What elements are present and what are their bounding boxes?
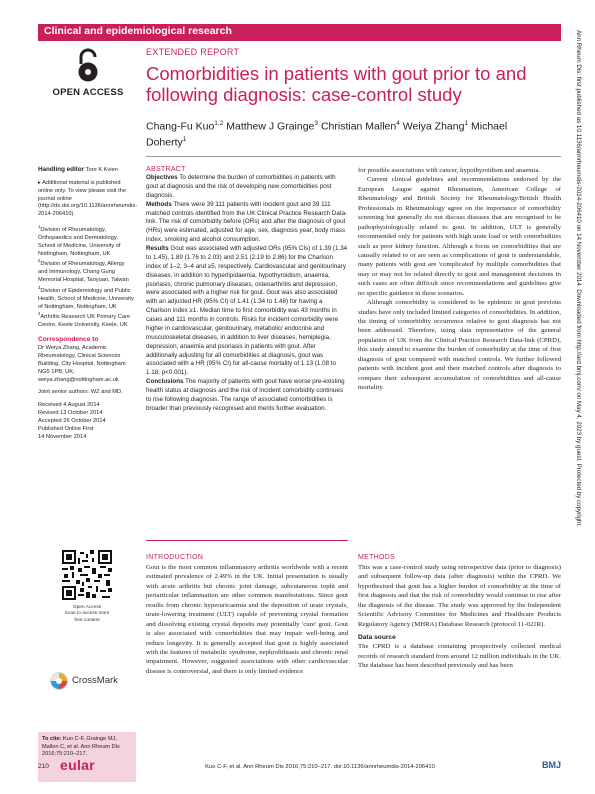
author-affiliation: 1 — [464, 120, 469, 127]
author-name: Weiya Zhang — [402, 120, 465, 133]
correspondence-label: Correspondence to — [38, 336, 99, 344]
abstract-conclusions: Conclusions The majority of patients with gout have worse pre-existing health status at diagnosis and the risk of incident comorbidity continues to rise following diagnosis. The range of associated comorbidities is broader than previously recognised and merits further evaluation. — [146, 378, 345, 412]
author-name: Christian Mallen — [320, 120, 397, 133]
download-notice-strip — [568, 30, 588, 770]
data-source-heading: Data source — [358, 634, 396, 642]
download-notice: Ann Rheum Dis: first published as 10.1136/annrheumdis-2014-206410 on 14 November 2014. Downloaded from http://ard.bmj.com/ on May 4, 2023 by guest. Protected by copyright. — [575, 30, 582, 527]
methods-paragraph: This was a case-control study using retrospective data (prior to diagnosis) and subsequent follow-up data (after diagnosis) within the CPRD. We hypothesised that gout has a higher burden of comorbidity at the time of first diagnosis and that the risk of comorbidity would continue to rise after the diagnosis of the disease. The study was approved by the Independent Scientific Advisory Committee for Medicines and Healthcare Products Regulatory Agency (MHRA) Database Research (protocol 11-021R). — [358, 564, 561, 628]
article-sidebar — [38, 166, 138, 447]
author-name: Michael Doherty — [146, 120, 508, 149]
affiliation-item: $^4$Arthritis Research UK Primary Care Centre, Keele University, Keele, UK — [38, 311, 131, 329]
correspondence — [38, 335, 134, 384]
handling-editor-name: Tore K Kvien — [85, 167, 118, 173]
citation-label: To cite: — [42, 736, 62, 742]
methods-section — [358, 550, 561, 780]
article-dates: Received 4 August 2014 Revised 13 October 2014 Accepted 26 October 2014 Published Online First 14 November 2014 — [38, 402, 106, 440]
author-affiliation: 3 — [314, 120, 319, 127]
abstract-methods: Methods There were 39 111 patients with incident gout and 39 111 matched controls identified from the UK Clinical Practice Research Data-link. The risk of comorbidity before (ORs) and after the diagnosis of gout (HRs) were estimated, adjusted for age, sex, diagnosis year, body mass index, smoking and alcohol consumption. — [146, 200, 348, 244]
crossmark-label: CrossMark — [72, 675, 118, 686]
abstract-divider — [146, 540, 348, 541]
introduction-heading: INTRODUCTION — [146, 554, 204, 561]
handling-editor — [38, 166, 134, 175]
footer-reference: Kuo C-F, et al. Ann Rheum Dis 2016;75:210–217. doi:10.1136/annrheumdis-2014-206410 — [205, 764, 435, 770]
correspondence-text: Dr Weiya Zhang, Academic Rheumatology, Clinical Sciences Building, City Hospital, Nottingham NG5 1PB, UK; weiya.zhang@nottingham.ac.uk — [38, 345, 126, 383]
crossmark-badge[interactable] — [50, 670, 132, 694]
body-paragraph: Current clinical guidelines and recommendations endorsed by the European League against Rheumatism, American College of Rheumatology and British Society for Rheumatology/British Health Professionals in Rheumatology agree on the importance of comorbidity screening but generally do not discuss diseases that are recognised to be pathophysiologically related to gout. In addition, ULT is generally recommended only for patients with high urate load or with comorbidities such as poor kidney function. Although a focus on comorbidities that are causally related to or are seen as complications of gout is understandable, many patients with gout are 'complicated' by multiple comorbidities that may or may not be related directly to gout and management decisions in such cases are often difficult since recommendations and guidelines give no specific guidance in these scenarios. — [358, 176, 561, 297]
open-lock-icon — [73, 48, 103, 84]
author-name: Matthew J Grainge — [226, 120, 315, 133]
qr-note: Open Access Scan to access more free content — [64, 605, 110, 623]
author-affiliation: 1,2 — [214, 120, 224, 127]
bmj-logo: BMJ — [541, 760, 561, 770]
qr-code-icon[interactable] — [62, 550, 112, 600]
abstract-heading: ABSTRACT — [146, 166, 186, 173]
affiliations — [38, 224, 134, 330]
crossmark-icon — [50, 672, 68, 690]
joint-authors-note: Joint senior authors: WZ and MD. — [38, 389, 123, 396]
handling-editor-label: Handling editor — [38, 166, 85, 173]
right-column-text — [358, 166, 561, 542]
page-number: 210 — [38, 763, 49, 770]
introduction-paragraph: Gout is the most common inflammatory arthritis worldwide with a recent estimated prevalence of 2.49% in the UK. Initial presentation is usually with acute arthritis but chronic joint damage, subcutaneous tophi and periarticular inflammation are other common manifestations. Since gout results from chronic hyperuricaemia and the deposition of urate crystals, urate-lowering treatment (ULT) capable of preventing crystal formation and dissolving existing crystal deposits may potentially 'cure' gout. Gout is also associated with comorbidities that may impair well-being and reduce longevity. It is generally accepted that gout is highly associated with the features of metabolic syndrome, nephrolithiasis and chronic renal impairment. However, suggested associations with other cardiovascular disease is controversial, and there is only limited evidence — [146, 564, 348, 675]
open-access-badge — [48, 48, 128, 108]
abstract-results: Results Gout was associated with adjusted ORs (95% CIs) of 1.39 (1.34 to 1.45), 1.89 (1.76 to 2.03) and 2.51 (2.19 to 2.86) for the Charlson index of 1–2, 3–4 and ≥5, respectively. Cardiovascular and genitourinary diseases, in addition to hyperlipidaemia, hypothyroidism, anaemia, psoriasis, chronic pulmonary diseases, osteoarthritis and depression, were associated with a higher risk for gout. Gout was also associated with an adjusted HR (95% CI) of 1.41 (1.34 to 1.48) for having a Charlson index ≥1. Median time to first comorbidity was 43 months in cases and 111 months in controls. Risks for incident comorbidity were higher in cardiovascular, genitourinary, metabolic/ endocrine and musculoskeletal diseases, in addition to liver diseases, hemiplegia, depression, anaemia and psoriasis in patients with gout. After additionally adjusting for all comorbidities at diagnosis, gout was associated with a HR (95% CI) for all-cause mortality of 1.13 (1.08 to 1.18; p<0.001). — [146, 245, 348, 377]
section-band-label: Clinical and epidemiological research — [44, 25, 232, 37]
article-type: EXTENDED REPORT — [146, 47, 240, 57]
affiliation-item: $^2$Division of Rheumatology, Allergy and Immunology, Chang Gung Memorial Hospital, Taoyuan, Taiwan — [38, 258, 129, 284]
page-footer — [38, 757, 561, 777]
supplementary-note: ▸ Additional material is published online only. To view please visit the journal online (http://dx.doi.org/10.1136/annrheumdis-2014-206410). — [38, 179, 138, 218]
open-access-label: OPEN ACCESS — [52, 87, 124, 98]
abstract — [146, 166, 348, 546]
section-band — [38, 24, 561, 41]
header-divider — [146, 156, 561, 157]
author-affiliation: 4 — [396, 120, 400, 127]
affiliation-item: $^1$Division of Rheumatology, Orthopaedics and Dermatology, School of Medicine, University of Nottingham, Nottingham, UK — [38, 224, 121, 257]
author-name: Chang-Fu Kuo — [146, 120, 215, 133]
article-title: Comorbidities in patients with gout prior to and following diagnosis: case-control study — [146, 63, 527, 106]
body-paragraph: Although comorbidity is considered to be epidemic in gout previous studies have only included limited categories of comorbidities. In addition, the timing of comorbidity occurrence relative to gout diagnosis has not been addressed. Therefore, using data representative of the general population of UK from the Clinical Practice Research Data-link (CPRD), this study aimed to examine the burden of comorbidity at the time of first diagnosis of gout compared with matched controls. We further followed patients with incident gout and their matched controls after diagnosis to compare their subsequent accumulation of comorbidities and all-cause mortality. — [358, 299, 561, 392]
citation-text: Kuo C-F, Grainge MJ, Mallen C, et al. Ann Rheum Dis 2016;75:210–217. — [42, 736, 120, 758]
author-list — [146, 119, 546, 150]
body-paragraph: for possible associations with cancer, hypothyroidism and anaemia. — [358, 167, 541, 174]
methods-heading: METHODS — [358, 554, 396, 561]
author-affiliation: 1 — [182, 135, 187, 143]
abstract-objectives: Objectives To determine the burden of comorbidities in patients with gout at diagnosis and the risk of developing new comorbidities post diagnosis. — [146, 174, 336, 199]
data-source-paragraph: The CPRD is a database containing prospectively collected medical records of research standard from around 12 million individuals in the UK. The database has been described previously and has been — [358, 643, 561, 669]
eular-logo: eular — [60, 757, 95, 773]
affiliation-item: $^3$Division of Epidemiology and Public Health, School of Medicine, University of Nottingham, Nottingham, UK — [38, 284, 134, 310]
introduction-section — [146, 550, 348, 780]
